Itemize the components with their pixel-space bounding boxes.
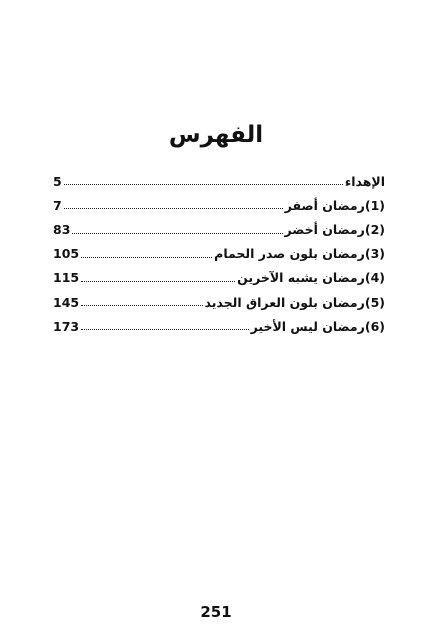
toc-page-number: 105	[53, 246, 80, 262]
toc-page-number: 7	[53, 197, 62, 213]
toc-entry-label: (2)رمضان أخضر	[284, 222, 385, 238]
toc-row	[53, 240, 385, 264]
dot-leader	[72, 232, 282, 234]
toc-page-number: 5	[53, 173, 62, 189]
toc-row	[53, 167, 385, 191]
dot-leader	[64, 207, 283, 209]
toc-entry-label: الإهداء	[344, 173, 385, 189]
toc-entry-label: (4)رمضان يشبه الآخرين	[237, 270, 385, 286]
toc-row	[53, 191, 385, 215]
toc-entry-label: (3)رمضان بلون صدر الحمام	[214, 246, 385, 262]
toc-row	[53, 264, 385, 288]
toc-page-number: 145	[53, 294, 80, 310]
dot-leader	[81, 304, 202, 306]
toc-page-number: 173	[53, 318, 80, 334]
dot-leader	[64, 183, 343, 185]
toc-entry-label: (5)رمضان بلون العراق الجديد	[204, 294, 385, 310]
dot-leader	[81, 328, 249, 330]
table-of-contents	[53, 167, 385, 336]
toc-row	[53, 288, 385, 312]
toc-page-number: 83	[53, 222, 71, 238]
toc-page-number: 115	[53, 270, 80, 286]
page-title: الفهرس	[168, 122, 264, 148]
dot-leader	[81, 280, 235, 282]
page-number: 251	[200, 603, 232, 621]
toc-row	[53, 312, 385, 336]
toc-entry-label: (6)رمضان ليس الأخير	[250, 318, 385, 334]
dot-leader	[81, 256, 212, 258]
toc-row	[53, 215, 385, 239]
toc-entry-label: (1)رمضان أصفر	[284, 197, 385, 213]
